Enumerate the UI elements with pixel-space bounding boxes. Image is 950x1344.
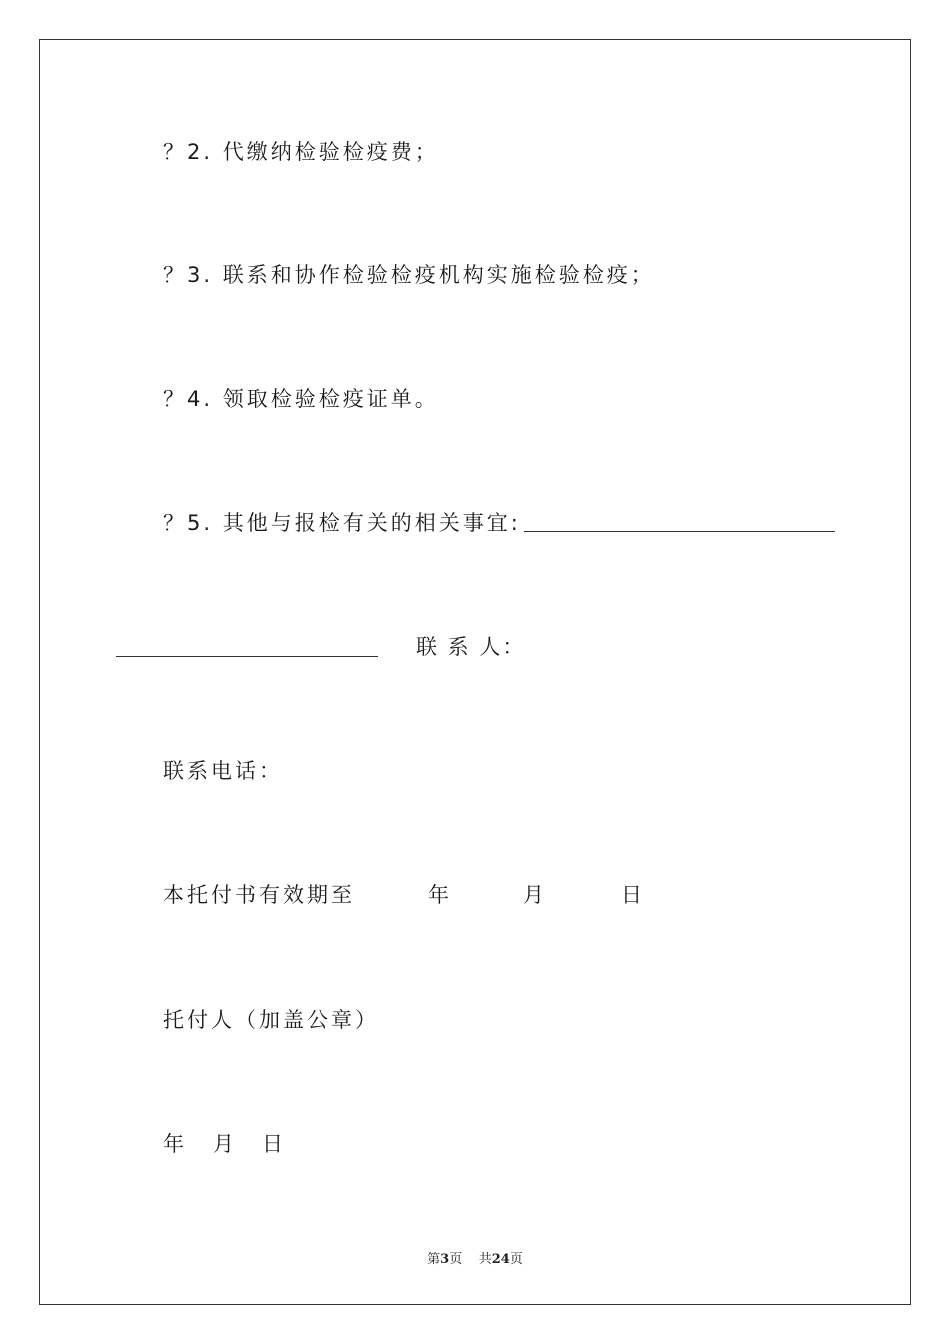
footer-total-suffix: 页 [509, 1252, 523, 1267]
sign-day-label: 日 [262, 1132, 286, 1156]
item-2-marker: ？2. [163, 140, 214, 164]
item-2 [163, 138, 439, 166]
validity-month-label: 月 [523, 883, 547, 907]
contact-phone-label: 联系电话： [163, 759, 283, 783]
item-3-marker: ？3. [163, 263, 214, 287]
footer-page-prefix: 第 [427, 1252, 441, 1267]
item-5-text: 其他与报检有关的相关事宜: [222, 511, 521, 535]
footer-total-pages: 24 [491, 1252, 510, 1267]
validity-day-label: 日 [621, 883, 645, 907]
other-matters-blank[interactable] [524, 531, 835, 532]
footer-total-prefix: 共 [478, 1252, 492, 1267]
validity-year-label: 年 [428, 883, 452, 907]
contact-person-label: 联 系 人： [416, 635, 526, 659]
item-3-text: 联系和协作检验检疫机构实施检验检疫； [222, 263, 655, 287]
contact-name-blank[interactable] [116, 656, 378, 657]
item-4-text: 领取检验检疫证单。 [222, 387, 439, 411]
item-5-marker: ？5. [163, 511, 214, 535]
footer-page-number: 3 [440, 1252, 450, 1267]
footer-page-suffix: 页 [449, 1252, 463, 1267]
sign-year-label: 年 [163, 1132, 187, 1156]
sign-month-label: 月 [213, 1132, 237, 1156]
page-border [39, 39, 911, 1305]
item-2-text: 代缴纳检验检疫费； [222, 140, 439, 164]
page-footer [0, 1248, 950, 1267]
item-3 [163, 261, 655, 289]
item-4 [163, 385, 439, 413]
item-4-marker: ？4. [163, 387, 214, 411]
principal-label: 托付人（加盖公章） [163, 1008, 379, 1032]
item-5 [163, 509, 521, 537]
validity-prefix: 本托付书有效期至 [163, 883, 355, 907]
